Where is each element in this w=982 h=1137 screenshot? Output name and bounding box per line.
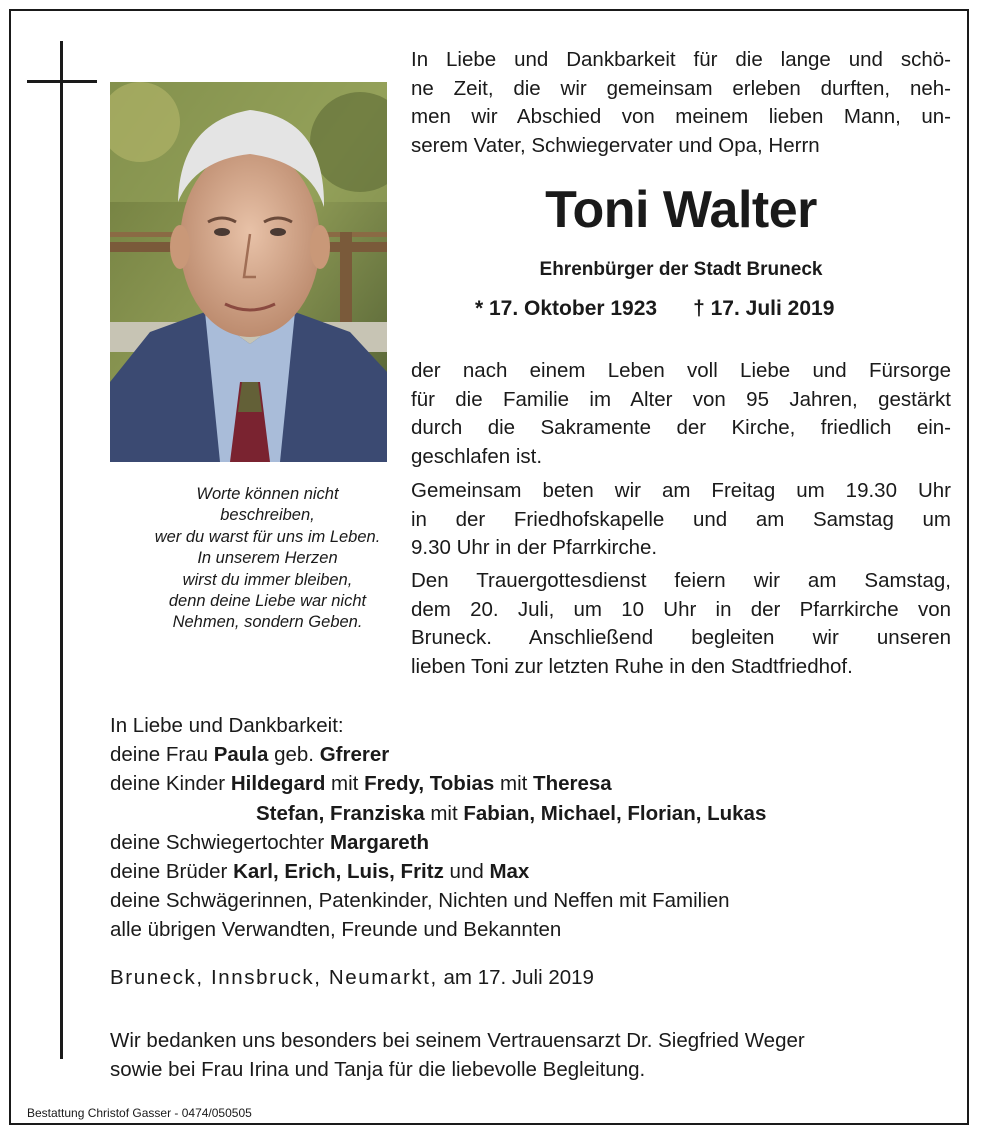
family-name: Fabian, Michael, Florian, Lukas [463,801,767,825]
body-line: Bruneck. Anschließend begleiten wir unseren [411,626,951,649]
body-line: dem 20. Juli, um 10 Uhr in der Pfarrkirche von [411,597,951,621]
intro-paragraph [411,46,951,160]
place-date-line [110,964,594,992]
body-line: in der Friedhofskapelle und am Samstag um [411,507,951,531]
cross-icon-horizontal [27,80,97,83]
family-name: Hildegard [230,772,326,796]
family-text: geb. [268,743,320,767]
quote-line: beschreiben, [220,506,315,525]
body-line: für die Familie im Alter von 95 Jahren, gestärkt [411,387,951,411]
birth-date: * 17. Oktober 1923 [475,297,658,320]
family-name: Paula [213,743,269,767]
quote-line: denn deine Liebe war nicht [168,592,367,611]
quote-line: In unserem Herzen [197,549,338,568]
place-date: am 17. Juli 2019 [437,966,594,989]
life-dates [475,294,915,324]
thanks-line: sowie bei Frau Irina und Tanja für die liebevolle Begleitung. [110,1058,646,1081]
body-paragraph-2 [411,477,951,563]
family-text: deine Schwiegertochter [110,830,330,854]
family-name: Fredy, Tobias [364,772,495,796]
quote-line: Nehmen, sondern Geben. [172,613,363,632]
place-cities: Bruneck, Innsbruck, Neumarkt, [110,966,438,989]
family-heading: In Liebe und Dankbarkeit: [110,714,344,737]
family-name: Max [489,860,530,884]
body-line: durch die Sakramente der Kirche, friedlich ein- [411,416,951,439]
family-name: Gfrerer [319,743,390,767]
portrait-photo [110,82,387,462]
body-line: lieben Toni zur letzten Ruhe in den Stadtfriedhof. [411,654,853,678]
memorial-quote [110,484,425,634]
family-line-in-laws: deine Schwägerinnen, Patenkinder, Nichten und Neffen mit Familien [110,889,730,913]
body-line: 9.30 Uhr in der Pfarrkirche. [411,536,658,559]
family-name: Karl, Erich, Luis, Fritz [233,860,444,884]
intro-line: men wir Abschied von meinem lieben Mann, un- [411,105,951,128]
family-text: deine Frau [110,743,214,767]
family-line-children-2 [110,799,970,828]
family-text: und [443,860,490,884]
body-line: geschlafen ist. [411,444,543,468]
deceased-name: Toni Walter [545,181,817,239]
intro-line: serem Vater, Schwiegervater und Opa, Herrn [411,133,820,157]
funeral-home-footer: Bestattung Christof Gasser - 0474/050505 [27,1106,252,1120]
family-line-brothers [110,857,970,886]
cross-icon-vertical [60,41,63,1059]
body-line: der nach einem Leben voll Liebe und Fürsorge [411,359,951,382]
family-text: mit [325,772,365,796]
thanks-paragraph [110,1026,950,1084]
family-list [110,711,970,945]
quote-line: wirst du immer bleiben, [182,570,353,589]
intro-line: In Liebe und Dankbarkeit für die lange und schö- [411,48,951,71]
family-line-children [110,769,970,798]
honorary-title: Ehrenbürger der Stadt Bruneck [539,259,823,280]
family-line-daughter-in-law [110,828,970,857]
family-line-wife [110,740,970,769]
thanks-line: Wir bedanken uns besonders bei seinem Vertrauensarzt Dr. Siegfried Weger [110,1029,805,1052]
family-text: deine Brüder [110,860,234,884]
family-name: Theresa [533,772,612,796]
family-name: Margareth [329,830,430,854]
family-text: mit [424,801,464,825]
intro-line: ne Zeit, die wir gemeinsam erleben durften, neh- [411,76,951,100]
quote-line: Worte können nicht [196,485,339,503]
body-paragraph-3 [411,567,951,681]
family-line-others: alle übrigen Verwandten, Freunde und Bekannten [110,918,562,942]
body-line: Den Trauergottesdienst feiern wir am Samstag, [411,569,951,592]
family-text: deine Kinder [110,772,231,796]
body-line: Gemeinsam beten wir am Freitag um 19.30 Uhr [411,479,951,502]
family-name: Stefan, Franziska [256,801,425,825]
family-text: mit [494,772,534,796]
death-date: † 17. Juli 2019 [693,297,835,320]
quote-line: wer du warst für uns im Leben. [154,527,381,546]
body-paragraph-1 [411,357,951,471]
